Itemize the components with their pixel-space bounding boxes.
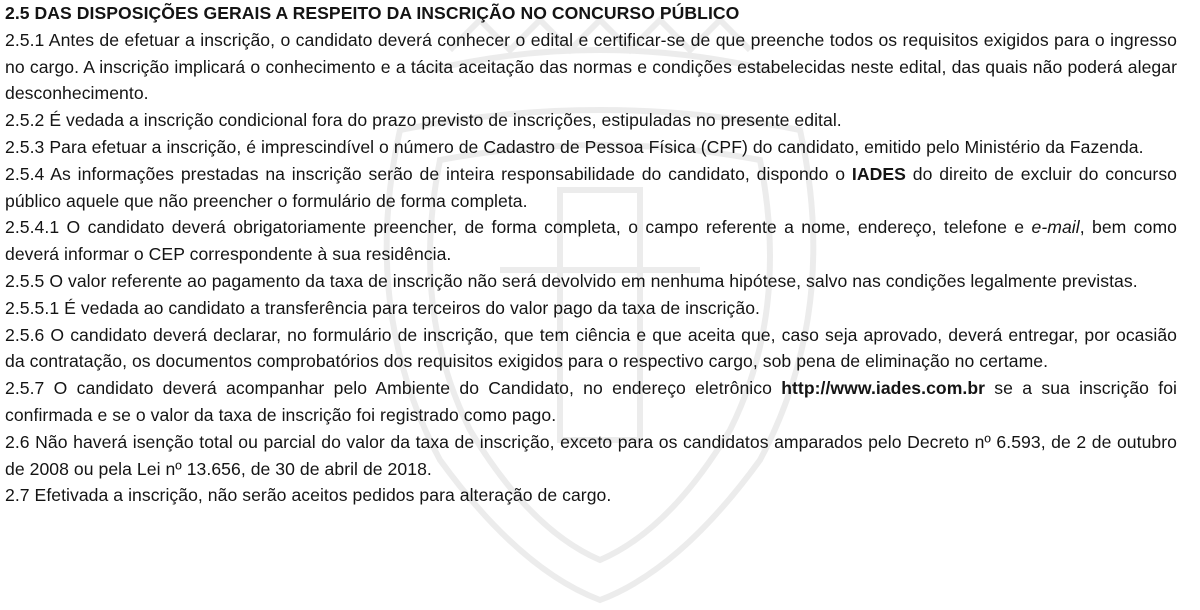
paragraph-text: do direito de excluir do concurso público aquele que não preencher o formulário de forma completa. [5,163,1178,211]
paragraph-2-6: 2.6 Não haverá isenção total ou parcial do valor da taxa de inscrição, exceto para os candidatos amparados pelo Decreto nº 6.593, de 2 de outubro de 2008 ou pela Lei nº 13.656, de 30 de abril de 2018. [5,431,1177,479]
paragraph-2-5-3: 2.5.3 Para efetuar a inscrição, é imprescindível o número de Cadastro de Pessoa Física (CPF) do candidato, emitido pelo Ministério da Fazenda. [5,136,1144,157]
organization-name: IADES [851,163,906,184]
paragraph-text: 2.5.4 As informações prestadas na inscrição serão de inteira responsabilidade do candidato, dispondo o [5,163,852,184]
section-heading: 2.5 DAS DISPOSIÇÕES GERAIS A RESPEITO DA INSCRIÇÃO NO CONCURSO PÚBLICO [5,3,740,23]
paragraph-text: se a sua inscrição foi confirmada e se o valor da taxa de inscrição foi registrado como pago. [5,378,1178,425]
paragraph-2-5-1: 2.5.1 Antes de efetuar a inscrição, o candidato deverá conhecer o edital e certificar-se de que preenche todos os requisitos exigidos para o ingresso no cargo. A inscrição implicará o conhecimento e a tácita aceitação das normas e condições estabelecidas neste edital, das quais não poderá alegar desconhecimento. [5,29,1177,104]
paragraph-text: 2.5.7 O candidato deverá acompanhar pelo Ambiente do Candidato, no endereço eletrônico [5,378,782,399]
email-term: e-mail [1031,217,1080,238]
paragraph-2-5-4 [5,161,1177,215]
paragraph-2-5-5-1: 2.5.5.1 É vedada ao candidato a transferência para terceiros do valor pago da taxa de inscrição. [5,297,760,318]
paragraph-text: 2.5.4.1 O candidato deverá obrigatoriamente preencher, de forma completa, o campo referente a nome, endereço, telefone e [5,217,1032,238]
paragraph-2-5-2: 2.5.2 É vedada a inscrição condicional fora do prazo previsto de inscrições, estipuladas no presente edital. [5,110,842,131]
paragraph-2-5-4-1 [5,214,1177,268]
paragraph-text: , bem como deverá informar o CEP correspondente à sua residência. [5,217,1177,265]
paragraph-2-5-6: 2.5.6 O candidato deverá declarar, no formulário de inscrição, que tem ciência e que aceita que, caso seja aprovado, deverá entregar, por ocasião da contratação, os documentos comprobatórios dos requisitos exigidos para o respectivo cargo, sob pena de eliminação no certame. [5,324,1177,372]
paragraph-2-7: 2.7 Efetivada a inscrição, não serão aceitos pedidos para alteração de cargo. [5,485,612,506]
paragraph-2-5-5: 2.5.5 O valor referente ao pagamento da taxa de inscrição não será devolvido em nenhuma hipótese, salvo nas condições legalmente previstas. [5,270,1138,291]
document-body [5,0,1177,509]
website-link[interactable]: http://www.iades.com.br [781,378,986,399]
paragraph-2-5-7 [5,375,1177,429]
